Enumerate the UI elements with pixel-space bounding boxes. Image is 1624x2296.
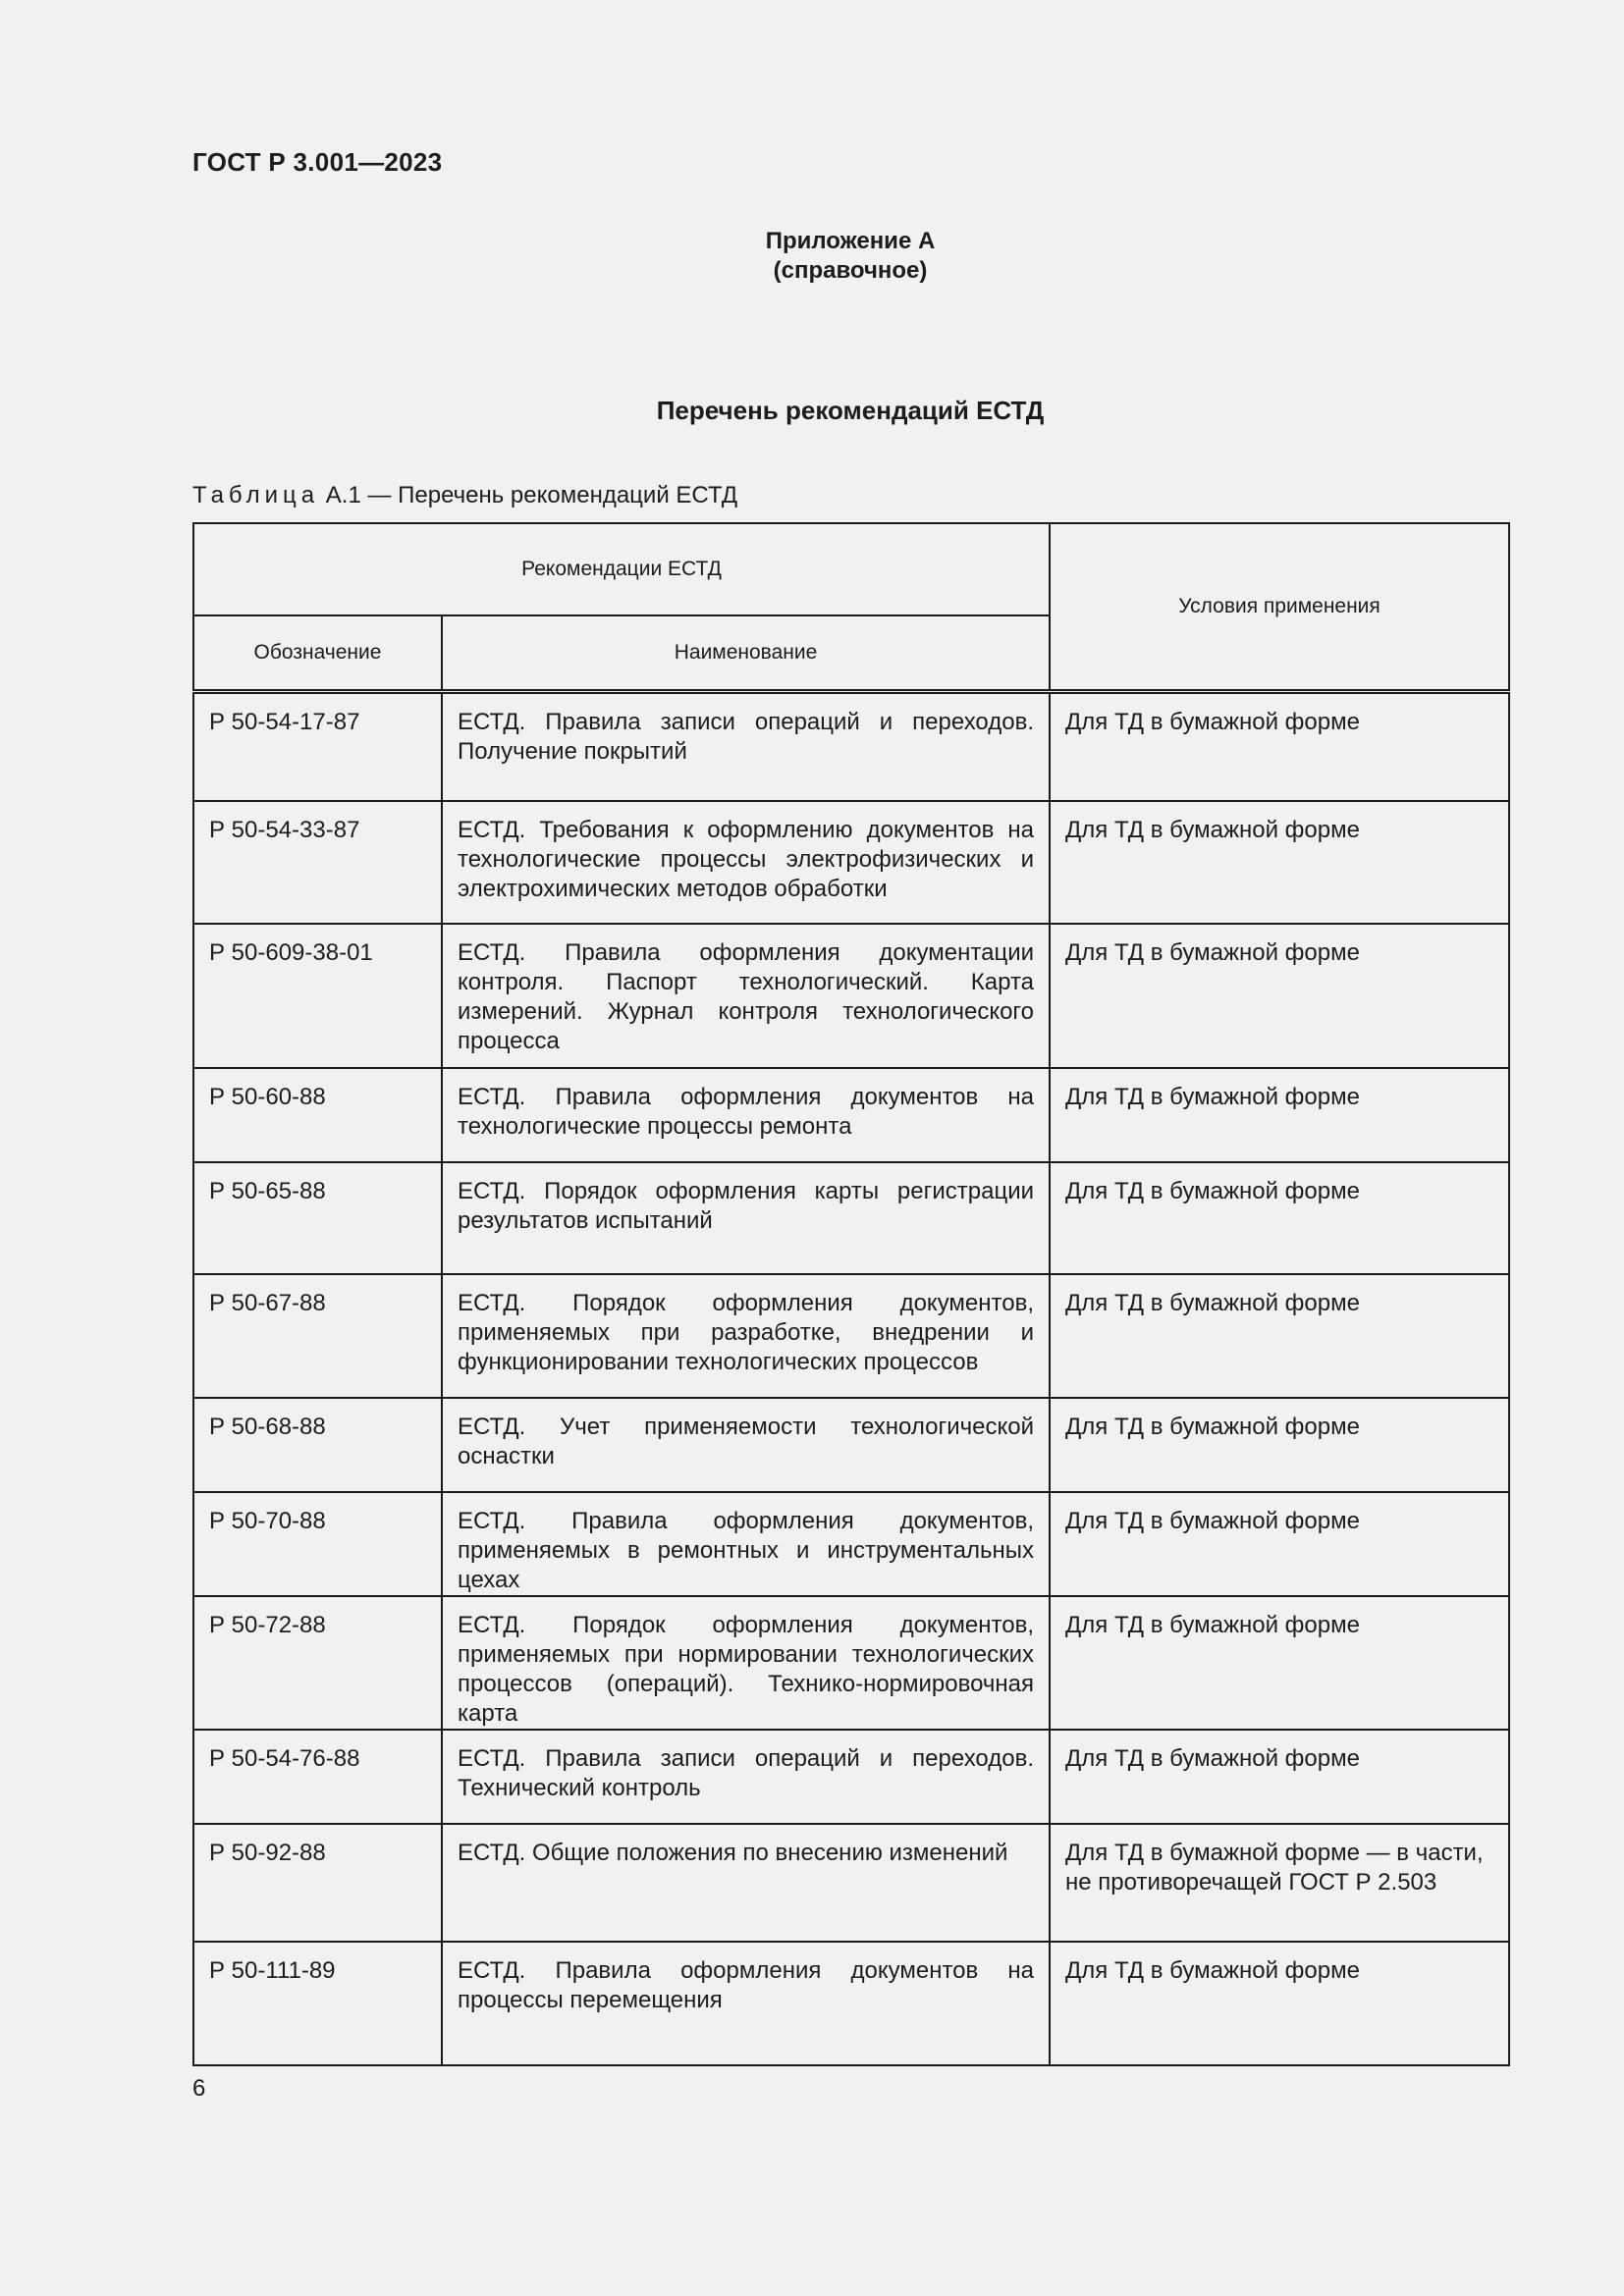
designation-cell: Р 50-68-88 bbox=[193, 1398, 442, 1492]
group-header: Рекомендации ЕСТД bbox=[193, 523, 1050, 615]
designation-cell: Р 50-70-88 bbox=[193, 1492, 442, 1596]
page-number: 6 bbox=[192, 2075, 206, 2102]
designation-cell: Р 50-609-38-01 bbox=[193, 924, 442, 1068]
annex-title: Приложение А bbox=[765, 228, 936, 254]
conditions-cell: Для ТД в бумажной форме bbox=[1050, 1068, 1509, 1162]
table-row bbox=[193, 1730, 1509, 1824]
conditions-cell: Для ТД в бумажной форме bbox=[1050, 1398, 1509, 1492]
name-cell: ЕСТД. Правила оформления документации контроля. Паспорт технологический. Карта измерений. Журнал контроля технологического процесса bbox=[442, 924, 1050, 1068]
name-cell: ЕСТД. Требования к оформлению документов на технологические процессы электрофизических и электрохимических методов обработки bbox=[442, 801, 1050, 924]
table-body bbox=[193, 692, 1509, 2065]
table-row bbox=[193, 924, 1509, 1068]
conditions-cell: Для ТД в бумажной форме bbox=[1050, 1942, 1509, 2065]
table-row bbox=[193, 1596, 1509, 1730]
conditions-cell: Для ТД в бумажной форме bbox=[1050, 1162, 1509, 1274]
designation-cell: Р 50-72-88 bbox=[193, 1596, 442, 1730]
conditions-cell: Для ТД в бумажной форме bbox=[1050, 801, 1509, 924]
table-caption-text: А.1 — Перечень рекомендаций ЕСТД bbox=[325, 482, 738, 508]
name-cell: ЕСТД. Правила оформления документов на технологические процессы ремонта bbox=[442, 1068, 1050, 1162]
table-caption bbox=[192, 482, 737, 509]
name-cell: ЕСТД. Порядок оформления документов, применяемых при разработке, внедрении и функционировании технологических процессов bbox=[442, 1274, 1050, 1398]
table-row bbox=[193, 692, 1509, 801]
annex-heading bbox=[192, 227, 1508, 286]
designation-cell: Р 50-54-17-87 bbox=[193, 692, 442, 801]
table-row bbox=[193, 1824, 1509, 1942]
designation-cell: Р 50-111-89 bbox=[193, 1942, 442, 2065]
annex-type: (справочное) bbox=[773, 257, 928, 284]
recommendations-table bbox=[192, 522, 1510, 2066]
conditions-header: Условия применения bbox=[1050, 523, 1509, 692]
name-cell: ЕСТД. Правила оформления документов на процессы перемещения bbox=[442, 1942, 1050, 2065]
name-cell: ЕСТД. Учет применяемости технологической оснастки bbox=[442, 1398, 1050, 1492]
designation-cell: Р 50-54-33-87 bbox=[193, 801, 442, 924]
table-row bbox=[193, 1068, 1509, 1162]
designation-cell: Р 50-60-88 bbox=[193, 1068, 442, 1162]
name-cell: ЕСТД. Порядок оформления документов, применяемых при нормировании технологических процессов (операций). Технико-нормировочная карта bbox=[442, 1596, 1050, 1730]
name-cell: ЕСТД. Правила записи операций и переходов. Получение покрытий bbox=[442, 692, 1050, 801]
table-row bbox=[193, 1162, 1509, 1274]
conditions-cell: Для ТД в бумажной форме bbox=[1050, 1492, 1509, 1596]
table-row bbox=[193, 1492, 1509, 1596]
conditions-cell: Для ТД в бумажной форме bbox=[1050, 924, 1509, 1068]
conditions-cell: Для ТД в бумажной форме bbox=[1050, 1596, 1509, 1730]
designation-header: Обозначение bbox=[193, 615, 442, 692]
conditions-cell: Для ТД в бумажной форме — в части, не противоречащей ГОСТ Р 2.503 bbox=[1050, 1824, 1509, 1942]
document-code: ГОСТ Р 3.001—2023 bbox=[192, 147, 443, 177]
designation-cell: Р 50-67-88 bbox=[193, 1274, 442, 1398]
table-row bbox=[193, 1274, 1509, 1398]
designation-cell: Р 50-54-76-88 bbox=[193, 1730, 442, 1824]
name-cell: ЕСТД. Порядок оформления карты регистрации результатов испытаний bbox=[442, 1162, 1050, 1274]
section-title: Перечень рекомендаций ЕСТД bbox=[656, 396, 1045, 425]
name-cell: ЕСТД. Правила оформления документов, применяемых в ремонтных и инструментальных цехах bbox=[442, 1492, 1050, 1596]
designation-cell: Р 50-65-88 bbox=[193, 1162, 442, 1274]
name-header: Наименование bbox=[442, 615, 1050, 692]
table-caption-word: Таблица bbox=[192, 482, 320, 508]
conditions-cell: Для ТД в бумажной форме bbox=[1050, 1730, 1509, 1824]
table-row bbox=[193, 1398, 1509, 1492]
table-row bbox=[193, 801, 1509, 924]
conditions-cell: Для ТД в бумажной форме bbox=[1050, 692, 1509, 801]
name-cell: ЕСТД. Общие положения по внесению изменений bbox=[442, 1824, 1050, 1942]
name-cell: ЕСТД. Правила записи операций и переходов. Технический контроль bbox=[442, 1730, 1050, 1824]
conditions-cell: Для ТД в бумажной форме bbox=[1050, 1274, 1509, 1398]
table-row bbox=[193, 1942, 1509, 2065]
designation-cell: Р 50-92-88 bbox=[193, 1824, 442, 1942]
